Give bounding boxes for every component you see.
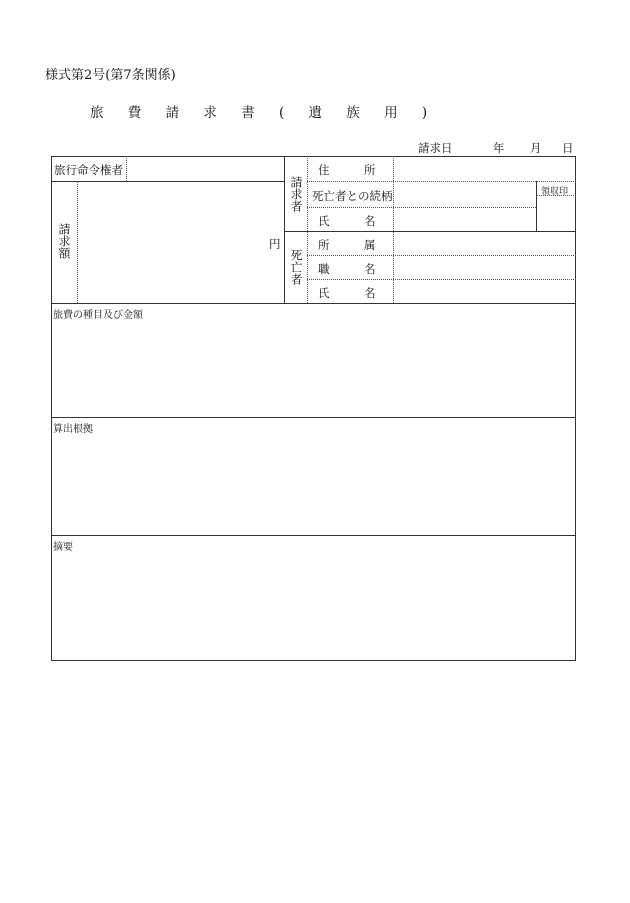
claimant-name-input[interactable]: [395, 209, 534, 229]
year-label: 年: [493, 141, 505, 155]
divider-label-value: [393, 156, 394, 303]
affiliation-input[interactable]: [395, 233, 574, 253]
expense-types-label: 旅費の種目及び金額: [53, 310, 143, 321]
divider-authority: [51, 181, 284, 182]
calc-basis-input[interactable]: [53, 434, 574, 533]
claim-amount-input[interactable]: [80, 183, 266, 301]
relation-label: 死亡者との続柄: [312, 189, 393, 203]
divider-expense-types: [51, 303, 576, 304]
day-label: 日: [562, 141, 574, 155]
yen-label: 円: [269, 237, 281, 251]
deceased-name-label: 氏 名: [318, 286, 376, 300]
divider-affiliation: [307, 255, 576, 256]
seal-label: 領収印: [541, 187, 569, 197]
remarks-label: 摘要: [53, 542, 73, 553]
authority-input[interactable]: [128, 158, 282, 179]
seal-box-border: [536, 181, 537, 231]
divider-position: [307, 279, 576, 280]
form-title: 旅 費 請 求 書 ( 遺 族 用 ): [90, 105, 438, 121]
request-date-row: [0, 140, 630, 154]
seal-area[interactable]: [538, 197, 574, 229]
divider-remarks: [51, 535, 576, 536]
claimant-section-label: 請求者: [289, 176, 303, 212]
divider-relation: [307, 207, 536, 208]
position-input[interactable]: [395, 257, 574, 277]
deceased-name-input[interactable]: [395, 281, 574, 301]
affiliation-label: 所 属: [318, 238, 376, 252]
address-label: 住 所: [318, 163, 376, 177]
request-date-label: 請求日: [418, 141, 453, 155]
divider-calc-basis: [51, 417, 576, 418]
divider-left-right: [284, 156, 285, 303]
divider-claim-amount: [77, 181, 78, 303]
authority-label: 旅行命令権者: [54, 163, 123, 177]
request-year-field[interactable]: [455, 140, 493, 153]
divider-section-label: [307, 156, 308, 303]
address-input[interactable]: [395, 158, 574, 179]
claimant-name-label: 氏 名: [318, 214, 376, 228]
claim-amount-label: 請求額: [57, 223, 71, 259]
request-month-field[interactable]: [508, 140, 530, 153]
expense-types-input[interactable]: [53, 320, 574, 415]
remarks-input[interactable]: [53, 552, 574, 659]
divider-claimant-deceased: [284, 231, 576, 232]
relation-input[interactable]: [395, 183, 534, 205]
position-label: 職 名: [318, 262, 376, 276]
form-number: 様式第2号(第7条関係): [45, 68, 176, 83]
divider-authority-value: [126, 156, 127, 181]
month-label: 月: [530, 141, 542, 155]
request-day-field[interactable]: [545, 140, 562, 153]
calc-basis-label: 算出根拠: [53, 424, 93, 435]
deceased-section-label: 死亡者: [289, 249, 303, 285]
